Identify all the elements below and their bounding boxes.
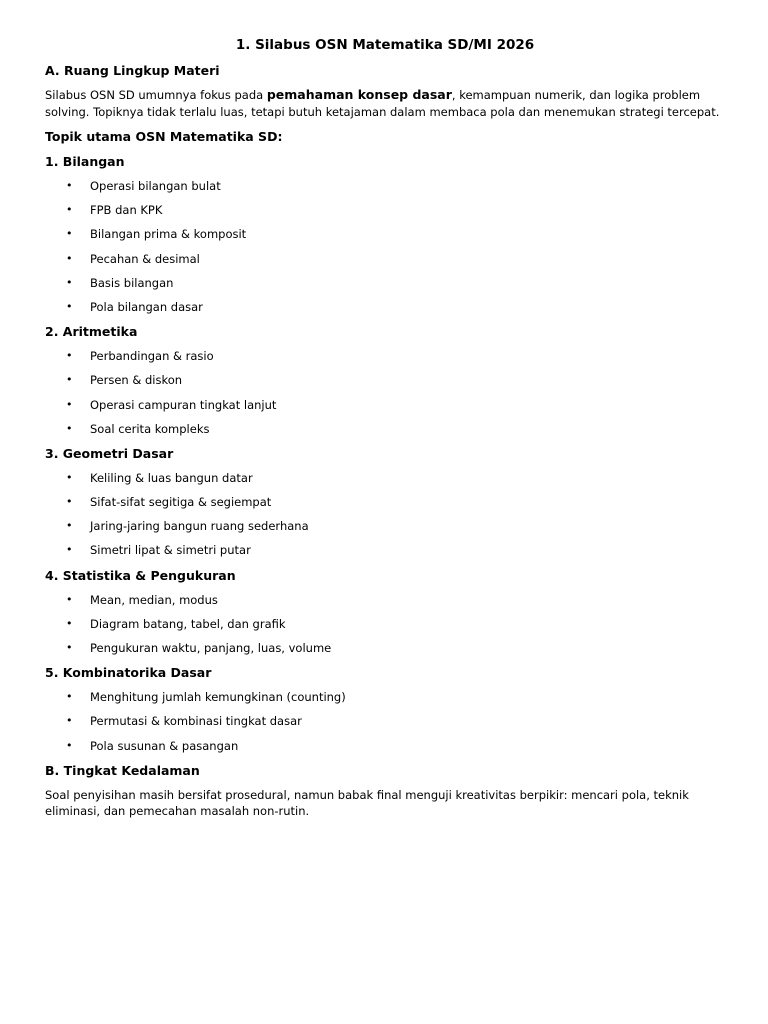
list-item [45, 275, 725, 291]
list-item [45, 689, 725, 705]
list-item [45, 299, 725, 315]
bullet-icon: • [66, 470, 73, 484]
bullet-icon: • [66, 227, 73, 241]
list-item-text: Basis bilangan [90, 275, 174, 290]
list-item-text: Menghitung jumlah kemungkinan (counting) [90, 690, 346, 705]
list-item-text: Perbandingan & rasio [90, 349, 214, 364]
bullet-icon: • [66, 519, 73, 533]
list-item [45, 616, 725, 632]
list-item-text: Keliling & luas bangun datar [90, 470, 253, 485]
list-item-text: FPB dan KPK [90, 203, 163, 218]
list-item-text: Operasi bilangan bulat [90, 179, 221, 193]
topic-3-heading: 3. Geometri Dasar [45, 445, 174, 461]
topic-1-list [45, 178, 725, 315]
list-item-text: Soal cerita kompleks [90, 421, 210, 436]
topic-5-heading: 5. Kombinatorika Dasar [45, 665, 212, 681]
intro-text-part1: Silabus OSN SD umumnya fokus pada [45, 88, 267, 102]
topics-heading: Topik utama OSN Matematika SD: [45, 129, 283, 144]
list-item-text: Persen & diskon [90, 373, 183, 388]
list-item [45, 178, 725, 194]
bullet-icon: • [66, 690, 73, 704]
list-item [45, 421, 725, 437]
list-item [45, 397, 725, 413]
section-a-heading: A. Ruang Lingkup Materi [45, 63, 220, 78]
list-item-text: Mean, median, modus [90, 592, 218, 607]
bullet-icon: • [66, 373, 73, 387]
list-item [45, 713, 725, 729]
list-item [45, 348, 725, 364]
list-item-text: Pecahan & desimal [90, 251, 200, 266]
intro-text-part2: , kemampuan numerik, dan logika problem solving. Topiknya tidak terlalu luas, tetapi butuh ketajaman dalam membaca pola dan menemukan strategi tercepat. [45, 88, 720, 119]
topic-3-list [45, 470, 725, 559]
list-item-text: Diagram batang, tabel, dan grafik [90, 616, 286, 631]
list-item-text: Operasi campuran tingkat lanjut [90, 397, 277, 412]
section-b-paragraph: Soal penyisihan masih bersifat prosedural, namun babak final menguji kreativitas berpikir: mencari pola, teknik eliminasi, dan pemecahan masalah non-rutin. [45, 787, 689, 819]
list-item [45, 518, 725, 534]
list-item [45, 251, 725, 267]
bullet-icon: • [66, 543, 73, 557]
topic-4-list [45, 592, 725, 656]
list-item-text: Simetri lipat & simetri putar [90, 543, 251, 558]
list-item-text: Bilangan prima & komposit [90, 227, 247, 242]
bullet-icon: • [66, 179, 73, 192]
list-item-text: Pengukuran waktu, panjang, luas, volume [90, 641, 332, 655]
list-item [45, 494, 725, 510]
list-item [45, 640, 725, 656]
bullet-icon: • [66, 349, 73, 363]
bullet-icon: • [66, 251, 73, 265]
bullet-icon: • [66, 299, 73, 313]
bullet-icon: • [66, 592, 73, 606]
topic-2-heading: 2. Aritmetika [45, 324, 138, 340]
list-item-text: Pola bilangan dasar [90, 299, 203, 314]
bullet-icon: • [66, 421, 73, 435]
intro-text-bold: pemahaman konsep dasar [266, 87, 452, 102]
list-item [45, 372, 725, 388]
list-item-text: Jaring-jaring bangun ruang sederhana [90, 519, 309, 534]
list-item [45, 202, 725, 218]
bullet-icon: • [66, 495, 73, 509]
document-page [45, 36, 725, 828]
document-title: 1. Silabus OSN Matematika SD/MI 2026 [235, 37, 535, 53]
bullet-icon: • [66, 641, 73, 654]
topic-2-list [45, 348, 725, 437]
section-b-heading: B. Tingkat Kedalaman [45, 762, 200, 778]
list-item-text: Permutasi & kombinasi tingkat dasar [90, 714, 302, 729]
list-item [45, 592, 725, 608]
list-item-text: Sifat-sifat segitiga & segiempat [90, 495, 272, 510]
bullet-icon: • [66, 397, 73, 411]
bullet-icon: • [66, 714, 73, 728]
bullet-icon: • [66, 616, 73, 630]
bullet-icon: • [66, 203, 73, 217]
list-item [45, 470, 725, 486]
section-a-intro [45, 87, 725, 120]
bullet-icon: • [66, 738, 73, 752]
bullet-icon: • [66, 275, 73, 289]
list-item [45, 738, 725, 754]
topic-4-heading: 4. Statistika & Pengukuran [45, 567, 236, 583]
list-item [45, 226, 725, 242]
list-item [45, 542, 725, 558]
topic-5-list [45, 689, 725, 753]
list-item-text: Pola susunan & pasangan [90, 738, 239, 753]
topic-1-heading: 1. Bilangan [45, 154, 125, 169]
